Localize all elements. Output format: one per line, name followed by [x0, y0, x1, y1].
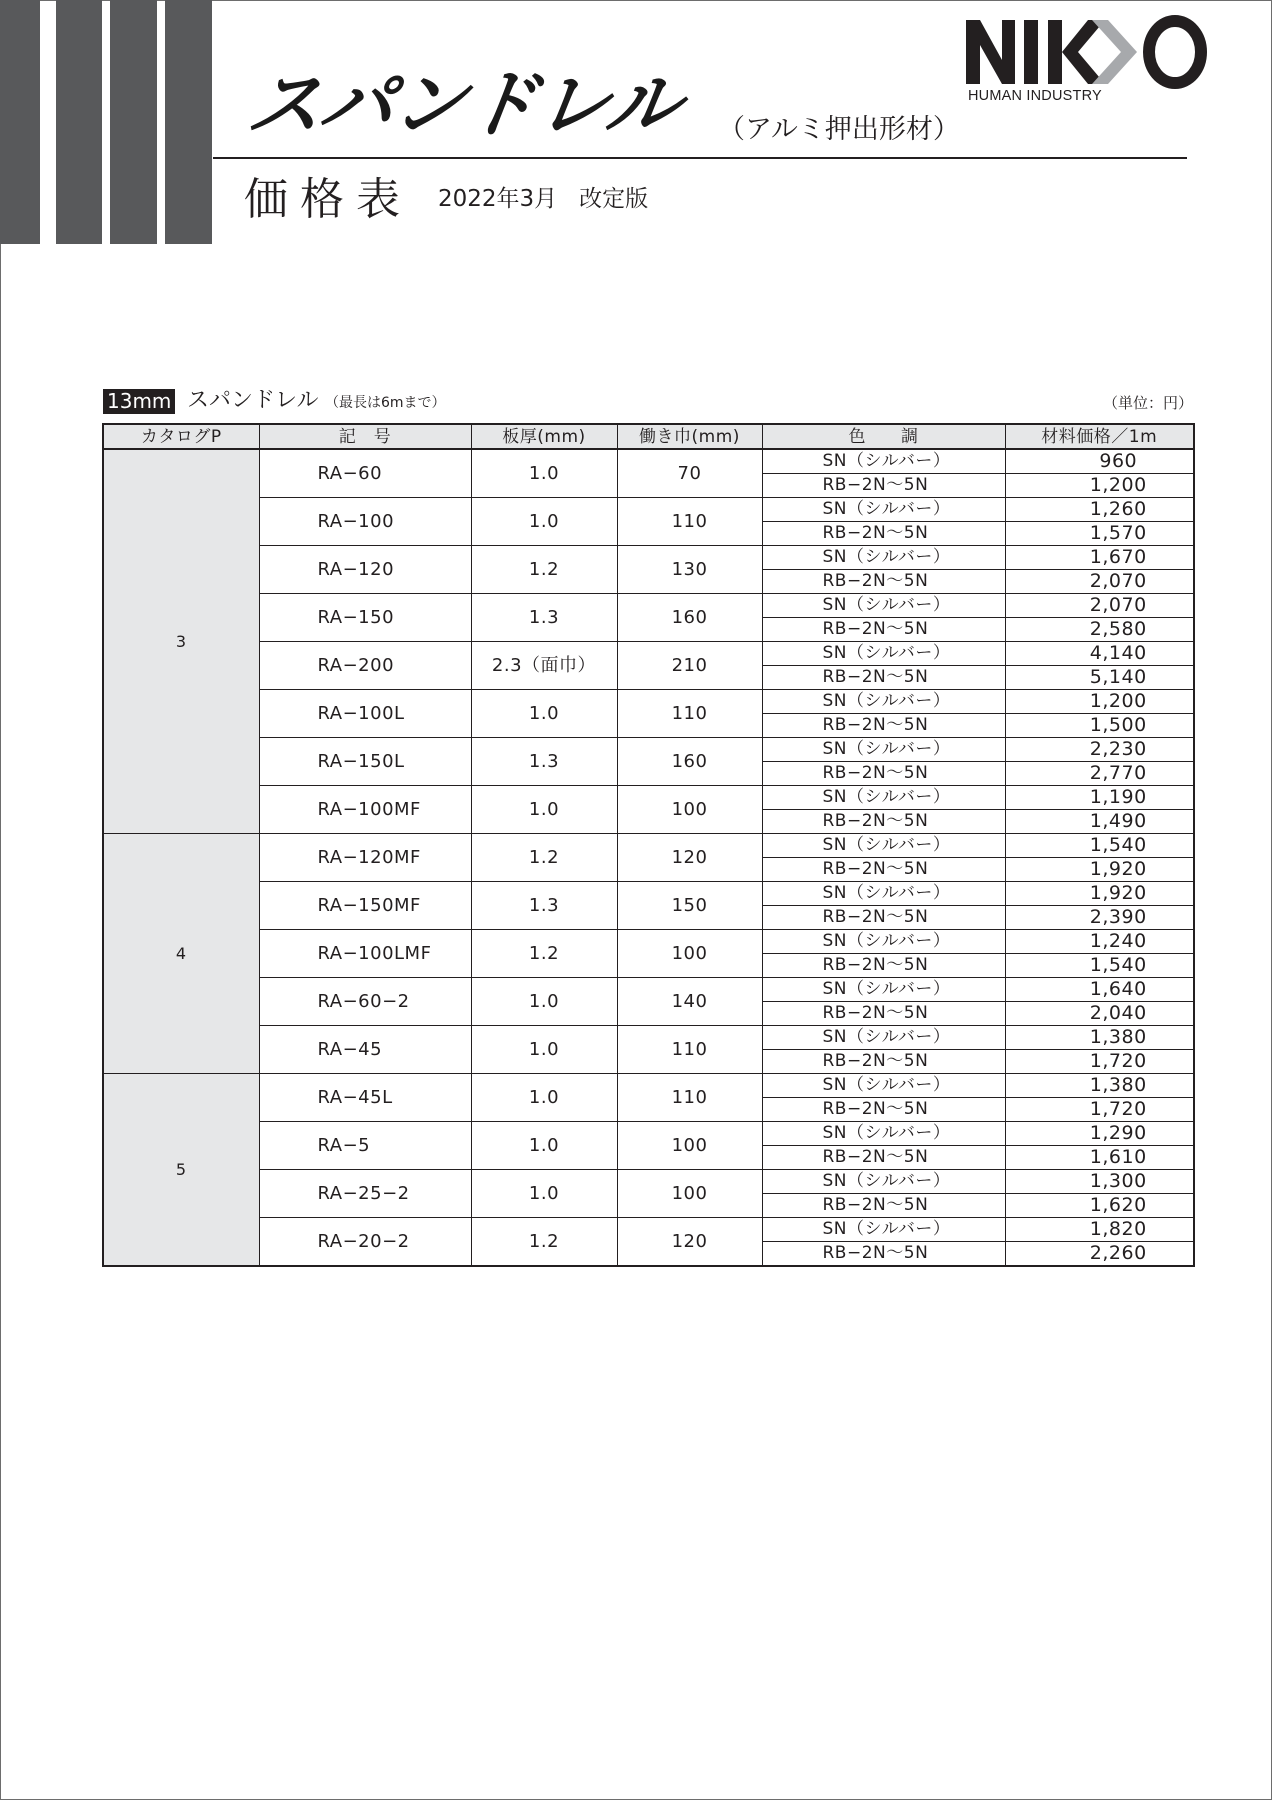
color-cell: RB−2N〜5N [762, 1098, 1005, 1122]
table-row [103, 594, 1194, 618]
thickness-cell: 1.0 [471, 449, 617, 498]
color-cell: SN（シルバー） [762, 594, 1005, 618]
color-cell: SN（シルバー） [762, 546, 1005, 570]
model-cell: RA−120 [259, 546, 471, 594]
width-cell: 110 [617, 1074, 762, 1122]
table-row [103, 498, 1194, 522]
color-cell: SN（シルバー） [762, 1170, 1005, 1194]
thickness-cell: 1.2 [471, 1218, 617, 1267]
width-cell: 100 [617, 786, 762, 834]
width-cell: 160 [617, 594, 762, 642]
color-cell: SN（シルバー） [762, 642, 1005, 666]
model-cell: RA−25−2 [259, 1170, 471, 1218]
price-cell: 1,380 [1005, 1074, 1194, 1098]
thickness-cell: 1.0 [471, 786, 617, 834]
model-cell: RA−120MF [259, 834, 471, 882]
color-cell: RB−2N〜5N [762, 1050, 1005, 1074]
price-cell: 2,580 [1005, 618, 1194, 642]
thickness-cell: 1.2 [471, 930, 617, 978]
catalog-page-cell: 4 [103, 834, 259, 1074]
width-cell: 210 [617, 642, 762, 690]
price-cell: 2,070 [1005, 570, 1194, 594]
header-stripe [56, 0, 102, 244]
table-row [103, 1026, 1194, 1050]
thickness-cell: 2.3（面巾） [471, 642, 617, 690]
model-cell: RA−100 [259, 498, 471, 546]
header-stripe [110, 0, 157, 244]
header-width: 働き巾(mm) [617, 424, 762, 449]
table-row [103, 690, 1194, 714]
table-row [103, 882, 1194, 906]
price-cell: 1,200 [1005, 474, 1194, 498]
color-cell: RB−2N〜5N [762, 954, 1005, 978]
price-cell: 2,260 [1005, 1242, 1194, 1267]
price-cell: 1,540 [1005, 834, 1194, 858]
thickness-cell: 1.3 [471, 738, 617, 786]
price-cell: 2,770 [1005, 762, 1194, 786]
header-stripe [0, 0, 40, 244]
edition-line [438, 182, 648, 216]
model-cell: RA−100LMF [259, 930, 471, 978]
header-model: 記 号 [259, 424, 471, 449]
table-row [103, 786, 1194, 810]
thickness-cell: 1.0 [471, 498, 617, 546]
header-thickness: 板厚(mm) [471, 424, 617, 449]
model-cell: RA−100MF [259, 786, 471, 834]
width-cell: 110 [617, 690, 762, 738]
model-cell: RA−100L [259, 690, 471, 738]
thickness-cell: 1.2 [471, 834, 617, 882]
price-cell: 2,070 [1005, 594, 1194, 618]
thickness-cell: 1.3 [471, 882, 617, 930]
table-row [103, 546, 1194, 570]
price-cell: 1,290 [1005, 1122, 1194, 1146]
price-cell: 4,140 [1005, 642, 1194, 666]
color-cell: RB−2N〜5N [762, 1002, 1005, 1026]
model-cell: RA−150L [259, 738, 471, 786]
price-cell: 1,570 [1005, 522, 1194, 546]
price-cell: 1,820 [1005, 1218, 1194, 1242]
logo-tagline: HUMAN INDUSTRY [968, 88, 1102, 104]
table-row [103, 834, 1194, 858]
table-row [103, 978, 1194, 1002]
table-row [103, 1218, 1194, 1242]
price-table [102, 423, 1195, 1267]
price-cell: 1,620 [1005, 1194, 1194, 1218]
color-cell: SN（シルバー） [762, 449, 1005, 474]
price-cell: 1,610 [1005, 1146, 1194, 1170]
color-cell: RB−2N〜5N [762, 714, 1005, 738]
price-cell: 5,140 [1005, 666, 1194, 690]
price-cell: 1,260 [1005, 498, 1194, 522]
price-cell: 1,670 [1005, 546, 1194, 570]
price-cell: 1,300 [1005, 1170, 1194, 1194]
price-cell: 1,540 [1005, 954, 1194, 978]
edition-date: 2022年3月 [438, 186, 558, 212]
model-cell: RA−45 [259, 1026, 471, 1074]
price-cell: 1,640 [1005, 978, 1194, 1002]
model-cell: RA−45L [259, 1074, 471, 1122]
price-cell: 1,200 [1005, 690, 1194, 714]
model-cell: RA−20−2 [259, 1218, 471, 1267]
color-cell: RB−2N〜5N [762, 1242, 1005, 1267]
thickness-cell: 1.0 [471, 1122, 617, 1170]
model-cell: RA−200 [259, 642, 471, 690]
price-cell: 2,230 [1005, 738, 1194, 762]
price-cell: 1,490 [1005, 810, 1194, 834]
width-cell: 100 [617, 1122, 762, 1170]
thickness-cell: 1.2 [471, 546, 617, 594]
price-cell: 2,390 [1005, 906, 1194, 930]
color-cell: RB−2N〜5N [762, 618, 1005, 642]
color-cell: RB−2N〜5N [762, 1194, 1005, 1218]
model-cell: RA−150MF [259, 882, 471, 930]
thickness-cell: 1.0 [471, 978, 617, 1026]
color-cell: SN（シルバー） [762, 1122, 1005, 1146]
model-cell: RA−60−2 [259, 978, 471, 1026]
size-badge: 13mm [103, 389, 175, 414]
logo-k-chevron [1092, 20, 1137, 84]
price-cell: 1,380 [1005, 1026, 1194, 1050]
color-cell: SN（シルバー） [762, 498, 1005, 522]
color-cell: SN（シルバー） [762, 786, 1005, 810]
logo-n-letter [966, 20, 1015, 84]
catalog-page-cell: 3 [103, 449, 259, 834]
table-row [103, 449, 1194, 474]
thickness-cell: 1.0 [471, 690, 617, 738]
width-cell: 100 [617, 930, 762, 978]
unit-note: （単位：円） [1102, 394, 1193, 412]
logo-o-letter [1149, 21, 1201, 83]
model-cell: RA−150 [259, 594, 471, 642]
price-cell: 1,190 [1005, 786, 1194, 810]
table-body [103, 449, 1194, 1266]
model-cell: RA−5 [259, 1122, 471, 1170]
color-cell: SN（シルバー） [762, 978, 1005, 1002]
width-cell: 110 [617, 498, 762, 546]
logo-k-letter [1048, 20, 1105, 84]
thickness-cell: 1.0 [471, 1026, 617, 1074]
width-cell: 100 [617, 1170, 762, 1218]
price-cell: 1,720 [1005, 1098, 1194, 1122]
color-cell: RB−2N〜5N [762, 1146, 1005, 1170]
price-cell: 1,240 [1005, 930, 1194, 954]
catalog-page-cell: 5 [103, 1074, 259, 1267]
price-cell: 1,920 [1005, 882, 1194, 906]
color-cell: SN（シルバー） [762, 834, 1005, 858]
width-cell: 120 [617, 1218, 762, 1267]
color-cell: RB−2N〜5N [762, 810, 1005, 834]
price-cell: 1,500 [1005, 714, 1194, 738]
width-cell: 120 [617, 834, 762, 882]
brand-title: スパンドレル [241, 62, 685, 148]
section-title: スパンドレル [187, 388, 319, 413]
header-stripe [165, 0, 212, 244]
table-header-row [103, 424, 1194, 449]
price-cell: 960 [1005, 449, 1194, 474]
color-cell: RB−2N〜5N [762, 906, 1005, 930]
color-cell: RB−2N〜5N [762, 762, 1005, 786]
header-color: 色 調 [762, 424, 1005, 449]
color-cell: SN（シルバー） [762, 930, 1005, 954]
table-row [103, 1074, 1194, 1098]
page-title: 価格表 [244, 174, 412, 225]
thickness-cell: 1.0 [471, 1170, 617, 1218]
table-row [103, 642, 1194, 666]
section-note: （最長は6mまで） [325, 395, 446, 411]
price-cell: 1,920 [1005, 858, 1194, 882]
table-row [103, 1170, 1194, 1194]
width-cell: 110 [617, 1026, 762, 1074]
table-row [103, 930, 1194, 954]
color-cell: SN（シルバー） [762, 690, 1005, 714]
company-logo [962, 14, 1232, 90]
thickness-cell: 1.0 [471, 1074, 617, 1122]
section-header [103, 389, 1193, 415]
thickness-cell: 1.3 [471, 594, 617, 642]
color-cell: RB−2N〜5N [762, 522, 1005, 546]
logo-i-letter [1024, 20, 1038, 84]
color-cell: RB−2N〜5N [762, 858, 1005, 882]
table-row [103, 738, 1194, 762]
color-cell: SN（シルバー） [762, 1218, 1005, 1242]
header-catalog: カタログP [103, 424, 259, 449]
color-cell: SN（シルバー） [762, 1074, 1005, 1098]
color-cell: SN（シルバー） [762, 738, 1005, 762]
table-row [103, 1122, 1194, 1146]
header-rule [213, 157, 1187, 159]
width-cell: 160 [617, 738, 762, 786]
color-cell: RB−2N〜5N [762, 570, 1005, 594]
price-cell: 1,720 [1005, 1050, 1194, 1074]
color-cell: RB−2N〜5N [762, 474, 1005, 498]
width-cell: 140 [617, 978, 762, 1026]
color-cell: SN（シルバー） [762, 1026, 1005, 1050]
width-cell: 70 [617, 449, 762, 498]
color-cell: RB−2N〜5N [762, 666, 1005, 690]
edition-label: 改定版 [579, 186, 649, 212]
price-cell: 2,040 [1005, 1002, 1194, 1026]
header-price: 材料価格／1m [1005, 424, 1194, 449]
width-cell: 150 [617, 882, 762, 930]
color-cell: SN（シルバー） [762, 882, 1005, 906]
brand-subtitle: （アルミ押出形材） [718, 114, 960, 145]
width-cell: 130 [617, 546, 762, 594]
model-cell: RA−60 [259, 449, 471, 498]
